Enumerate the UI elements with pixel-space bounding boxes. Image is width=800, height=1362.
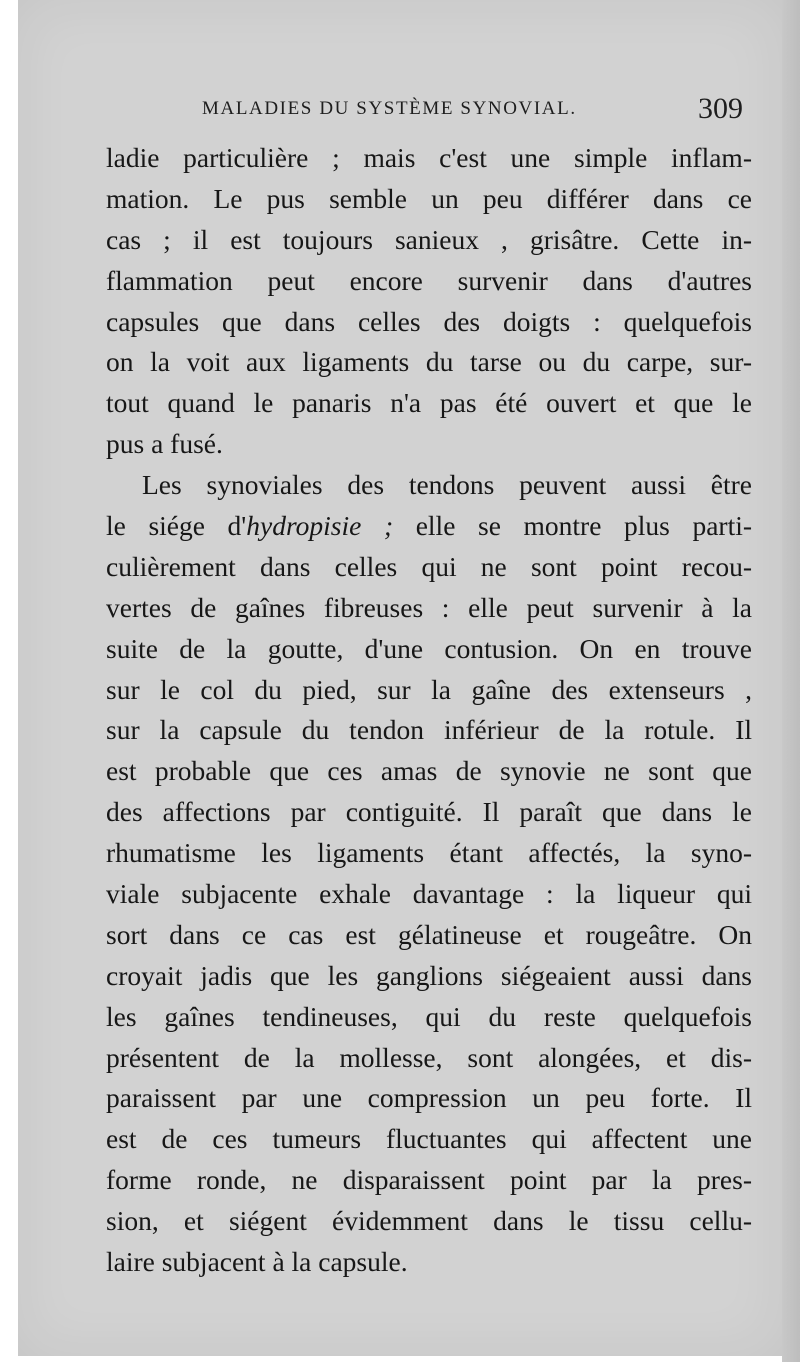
body-text: [106, 138, 752, 1283]
running-title: MALADIES DU SYSTÈME SYNOVIAL.: [202, 98, 577, 119]
text-line: des affections par contiguité. Il paraît que dans le: [106, 796, 752, 828]
italic-term: hydropisie ;: [246, 510, 394, 542]
text-line: sur la capsule du tendon inférieur de la rotule. Il: [106, 714, 752, 746]
text-line: viale subjacente exhale davantage : la liqueur qui: [106, 878, 752, 910]
text-segment: elle se montre plus parti-: [393, 510, 753, 542]
paragraph-start-line: Les synoviales des tendons peuvent aussi être: [142, 469, 752, 501]
text-line: sion, et siégent évidemment dans le tissu cellu-: [106, 1205, 752, 1237]
text-line: présentent de la mollesse, sont alongées, et dis-: [106, 1041, 752, 1073]
text-line: est probable que ces amas de synovie ne sont que: [106, 755, 752, 787]
page-number: 309: [698, 92, 743, 125]
text-line: est de ces tumeurs fluctuantes qui affectent une: [106, 1123, 752, 1155]
text-line-with-italic: [106, 506, 752, 547]
text-segment: le siége d': [106, 510, 247, 542]
text-line: rhumatisme les ligaments étant affectés, la syno-: [106, 837, 752, 869]
text-line: sort dans ce cas est gélatineuse et rougeâtre. On: [106, 918, 752, 950]
running-head: [202, 92, 762, 132]
text-line: paraissent par une compression un peu forte. Il: [106, 1082, 752, 1114]
text-line: ladie particulière ; mais c'est une simple inflam-: [106, 142, 752, 173]
page-edge-shadow: [782, 0, 800, 1362]
text-line: mation. Le pus semble un peu différer dans ce: [106, 182, 752, 214]
text-line: croyait jadis que les ganglions siégeaient aussi dans: [106, 959, 752, 991]
text-line: culièrement dans celles qui ne sont point recou-: [106, 550, 752, 582]
text-line: on la voit aux ligaments du tarse ou du carpe, sur-: [106, 346, 752, 378]
text-line: tout quand le panaris n'a pas été ouvert et que le: [106, 387, 752, 419]
text-line: les gaînes tendineuses, qui du reste quelquefois: [106, 1000, 752, 1032]
text-line: vertes de gaînes fibreuses : elle peut survenir à la: [106, 591, 752, 623]
scan-margin: [0, 0, 20, 1362]
text-line: suite de la goutte, d'une contusion. On en trouve: [106, 632, 752, 664]
paragraph-end-line: laire subjacent à la capsule.: [106, 1246, 408, 1278]
text-line: sur le col du pied, sur la gaîne des extenseurs ,: [106, 673, 752, 705]
text-line: flammation peut encore survenir dans d'autres: [106, 264, 752, 296]
text-line: forme ronde, ne disparaissent point par la pres-: [106, 1164, 752, 1196]
text-line: capsules que dans celles des doigts : quelquefois: [106, 305, 752, 337]
text-line: cas ; il est toujours sanieux , grisâtre. Cette in-: [106, 223, 752, 255]
paragraph-end-line: pus a fusé.: [106, 428, 223, 460]
